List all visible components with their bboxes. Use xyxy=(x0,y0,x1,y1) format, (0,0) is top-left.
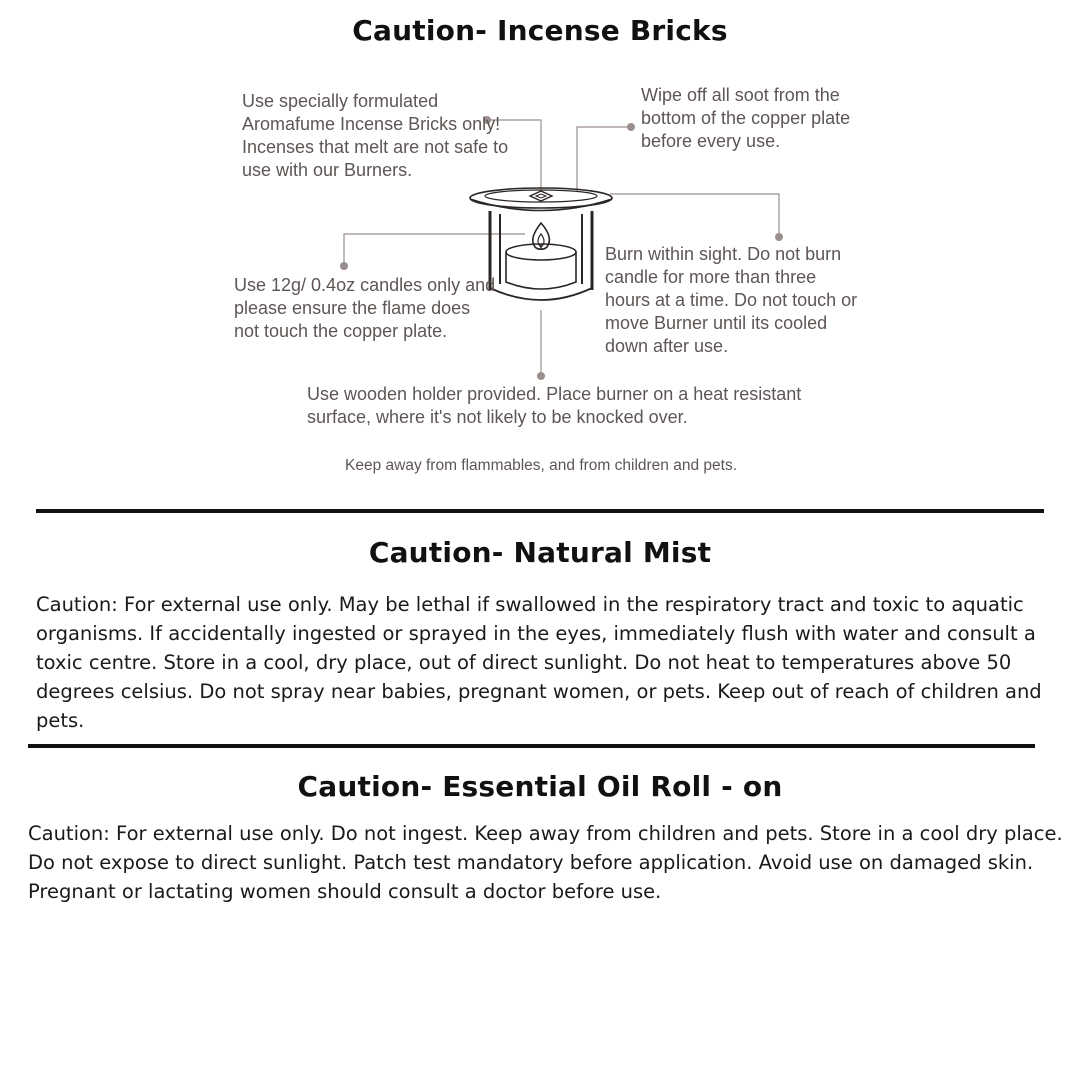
rollon-section-title: Caution- Essential Oil Roll - on xyxy=(297,770,783,803)
dot-sight xyxy=(775,233,783,241)
mist-section-title: Caution- Natural Mist xyxy=(368,536,712,569)
rollon-caution-text: Caution: For external use only. Do not ingest. Keep away from children and pets. Store in a cool dry place. Do not expose to direct sunlight. Patch test mandatory before application. Avoid use on damaged skin. Pregnant or lactating women should consult a doctor before use. xyxy=(28,822,1063,903)
mist-caution-text: Caution: For external use only. May be lethal if swallowed in the respiratory tract and toxic to aquatic organisms. If accidentally ingested or sprayed in the eyes, immediately flush with water and consult a toxic centre. Store in a cool, dry place, out of direct sunlight. Do not heat to temperatures above 50 degrees celsius. Do not spray near babies, pregnant women, or pets. Keep out of reach of children and pets. xyxy=(36,593,1042,732)
leader-line-sight xyxy=(610,194,779,237)
note-burn-within-sight: Burn within sight. Do not burn candle for more than three hours at a time. Do not touch or move Burner until its cooled down after use. xyxy=(605,244,858,356)
note-candle-size: Use 12g/ 0.4oz candles only and please ensure the flame does not touch the copper plate. xyxy=(234,275,496,341)
section-divider-2 xyxy=(28,744,1035,748)
section-divider-1 xyxy=(36,509,1044,513)
dot-soot xyxy=(627,123,635,131)
incense-section-title: Caution- Incense Bricks xyxy=(352,14,728,47)
leader-line-soot xyxy=(577,127,631,192)
note-keep-away-flammables: Keep away from flammables, and from children and pets. xyxy=(345,457,737,474)
note-wipe-soot: Wipe off all soot from the bottom of the copper plate before every use. xyxy=(641,85,851,151)
leader-line-candles xyxy=(344,234,525,266)
note-incense-bricks: Use specially formulated Aromafume Incense Bricks only! Incenses that melt are not safe to use with our Burners. xyxy=(242,91,509,180)
note-wooden-holder: Use wooden holder provided. Place burner on a heat resistant surface, where it's not likely to be knocked over. xyxy=(307,384,802,427)
incense-brick xyxy=(530,191,552,201)
dot-candles xyxy=(340,262,348,270)
dot-holder xyxy=(537,372,545,380)
